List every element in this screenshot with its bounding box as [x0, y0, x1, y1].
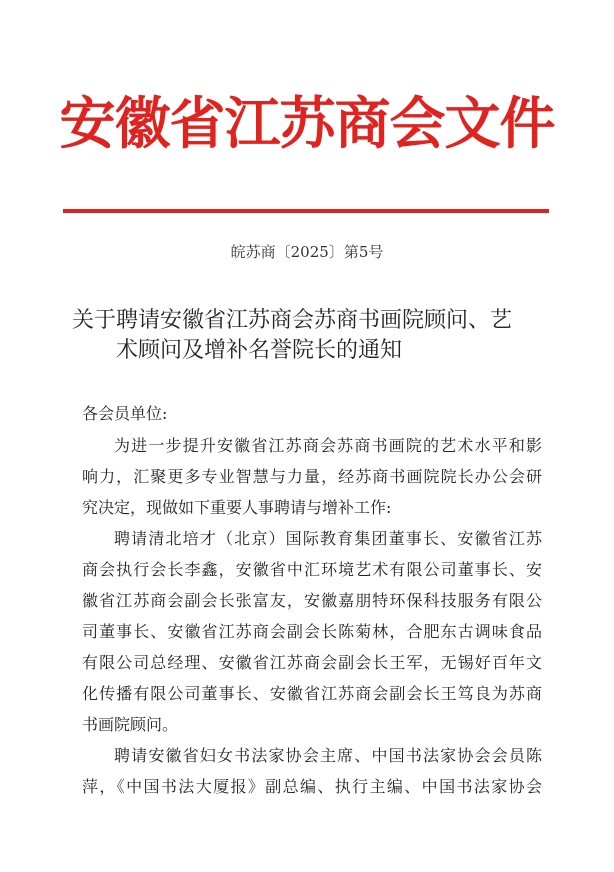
document-title: [72, 306, 552, 366]
paragraph-line: 徽省江苏商会副会长张富友，安徽嘉朋特环保科技服务有限公: [82, 591, 542, 610]
paragraph-line: 化传播有限公司董事长、安徽省江苏商会副会长王笃良为苏商: [82, 684, 542, 703]
title-line-1: 关于聘请安徽省江苏商会苏商书画院顾问、艺: [72, 308, 513, 333]
paragraph-line: 商会执行会长李鑫，安徽省中汇环境艺术有限公司董事长、安: [82, 560, 542, 579]
paragraph-line: 究决定，现做如下重要人事聘请与增补工作:: [82, 498, 392, 517]
paragraph-2: [82, 523, 542, 740]
paragraph-line: 萍，《中国书法大厦报》副总编、执行主编、中国书法家协会: [82, 777, 542, 796]
salutation: 各会员单位:: [82, 404, 168, 423]
document-number: 皖苏商〔2025〕第5号: [230, 243, 384, 261]
paragraph-line: 有限公司总经理、安徽省江苏商会副会长王军，无锡好百年文: [82, 653, 542, 672]
org-masthead: 安徽省江苏商会文件: [59, 91, 555, 157]
paragraph-line: 响力，汇聚更多专业智慧与力量，经苏商书画院院长办公会研: [82, 467, 542, 486]
paragraph-line: 书画院顾问。: [82, 715, 179, 734]
paragraph-line: 为进一步提升安徽省江苏商会苏商书画院的艺术水平和影: [114, 436, 542, 455]
paragraph-line: 聘请安徽省妇女书法家协会主席、中国书法家协会会员陈: [114, 746, 542, 765]
red-divider-rule: [63, 209, 549, 213]
paragraph-line: 司董事长、安徽省江苏商会副会长陈菊林，合肥东古调味食品: [82, 622, 542, 641]
paragraph-3: [82, 740, 542, 802]
paragraph-line: 聘请清北培才（北京）国际教育集团董事长、安徽省江苏: [114, 529, 542, 548]
title-line-2: 术顾问及增补名誉院长的通知: [116, 338, 403, 363]
document-body: [82, 398, 542, 802]
paragraph-1: [82, 430, 542, 523]
